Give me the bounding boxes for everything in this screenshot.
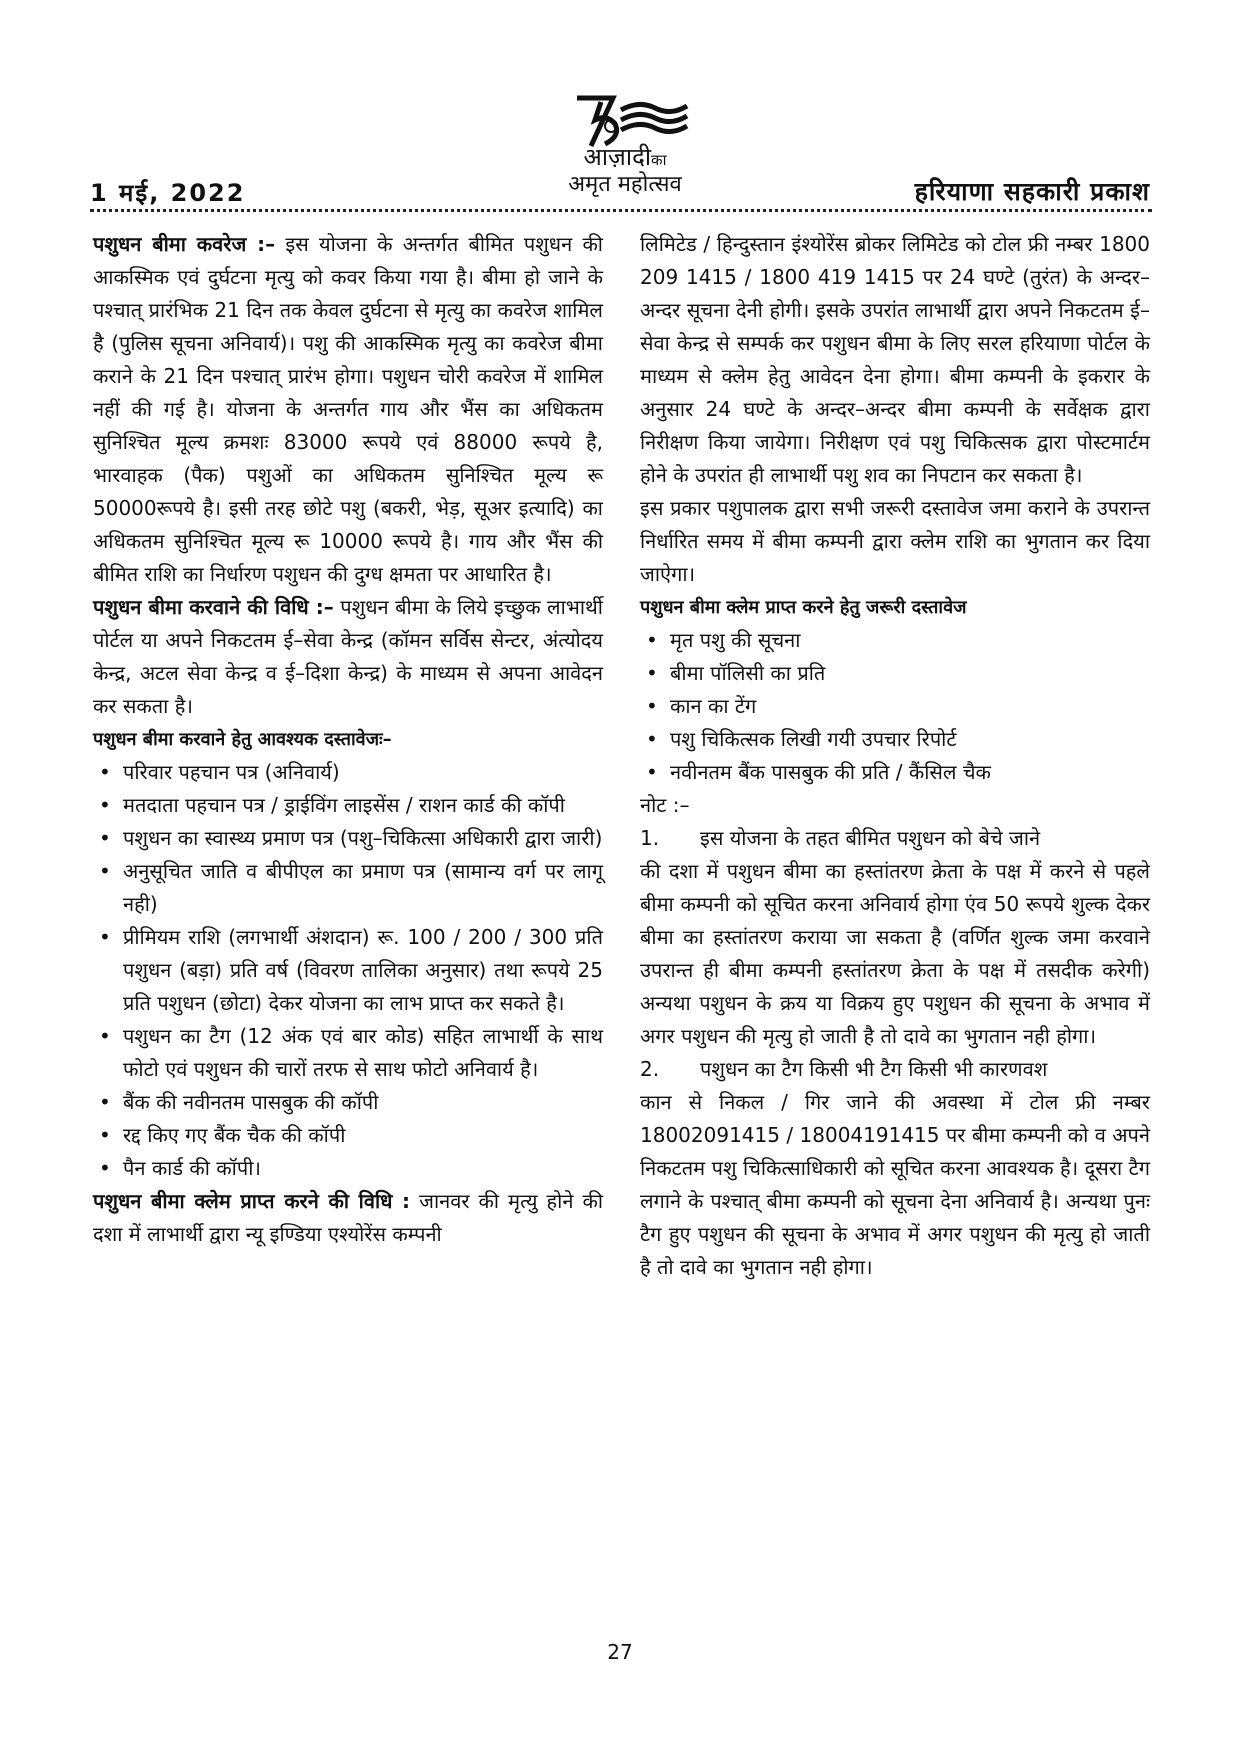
payment-paragraph: इस प्रकार पशुपालक द्वारा सभी जरूरी दस्तावेज जमा कराने के उपरान्त निर्धारित समय में बीमा कम्पनी द्वारा क्लेम राशि का भुगतान कर दिया जाऐगा। — [640, 496, 1150, 586]
list-item: • बीमा पॉलिसी का प्रति — [640, 657, 1150, 690]
list-item: • परिवार पहचान पत्र (अनिवार्य) — [93, 756, 603, 789]
claim-docs-heading: पशुधन बीमा क्लेम प्राप्त करने हेतु जरूरी दस्तावेज — [640, 597, 967, 618]
page-number: 27 — [607, 1640, 633, 1664]
list-item: • पशुधन का टैग (12 अंक एवं बार कोड) सहित लाभार्थी के साथ फोटो एवं पशुधन की चारों तरफ से साथ फोटो अनिवार्य है। — [93, 1020, 603, 1086]
note-2-text: कान से निकल / गिर जाने की अवस्था में टोल फ्री नम्बर 18002091415 / 18004191415 पर बीमा कम्पनी को व अपने निकटतम पशु चिकित्साधिकारी को सूचित करना आवश्यक है। दूसरा टैग लगाने के पश्चात् बीमा कम्पनी को सूचना देना अनिवार्य है। अन्यथा पुनः टैग हुए पशुधन की सूचना के अभाव में अगर पशुधन की मृत्यु हो जाती है तो दावे का भुगतान नही होगा। — [640, 1090, 1150, 1279]
claim-method-paragraph — [93, 1185, 603, 1251]
coverage-paragraph — [93, 228, 603, 591]
note-label: नोट :– — [640, 793, 690, 817]
75-flag-emblem-icon — [555, 92, 695, 150]
list-item: • कान का टेंग — [640, 690, 1150, 723]
right-column — [640, 228, 1150, 1284]
required-docs-list — [93, 756, 603, 1185]
note-1-number: 1. — [640, 826, 660, 850]
list-item: • पशु चिकित्सक लिखी गयी उपचार रिपोर्ट — [640, 723, 1150, 756]
list-item: • नवीनतम बैंक पासबुक की प्रति / कैंसिल चैक — [640, 756, 1150, 789]
header-divider — [90, 209, 1152, 212]
list-item: • मृत पशु की सूचना — [640, 624, 1150, 657]
list-item: • मतदाता पहचान पत्र / ड्राईविंग लाइसेंस / राशन कार्ड की कॉपी — [93, 789, 603, 822]
logo-text-azadi: आज़ादीका — [583, 143, 667, 171]
note-2 — [640, 1053, 1150, 1086]
method-text: पशुधन बीमा के लिये इच्छुक लाभार्थी पोर्टल या अपने निकटतम ई–सेवा केन्द्र (कॉमन सर्विस सेन्टर, अंत्योदय केन्द्र, अटल सेवा केन्द्र व ई–दिशा केन्द्र) के माध्यम से अपना आवेदन कर सकता है। — [93, 595, 603, 718]
claim-method-heading: पशुधन बीमा क्लेम प्राप्त करने की विधि : — [93, 1189, 411, 1213]
list-item: • रद्द किए गए बैंक चैक की कॉपी — [93, 1119, 603, 1152]
publication-title: हरियाणा सहकारी प्रकाश — [914, 177, 1150, 206]
note-2-first-line: पशुधन का टैग किसी भी टैग किसी भी कारणवश — [700, 1057, 1048, 1081]
note-1 — [640, 822, 1150, 855]
method-paragraph — [93, 591, 603, 723]
method-heading: पशुधन बीमा करवाने की विधि :– — [93, 595, 334, 619]
list-item: • अनुसूचित जाति व बीपीएल का प्रमाण पत्र (सामान्य वर्ग पर लागू नही) — [93, 855, 603, 921]
coverage-text: इस योजना के अन्तर्गत बीमित पशुधन की आकस्मिक एवं दुर्घटना मृत्यु को कवर किया गया है। बीमा हो जाने के पश्चात् प्रारंभिक 21 दिन तक केवल दुर्घटना से मृत्यु का कवरेज शामिल है (पुलिस सूचना अनिवार्य)। पशु की आकस्मिक मृत्यु का कवरेज बीमा कराने के 21 दिन पश्चात् प्रारंभ होगा। पशुधन चोरी कवरेज में शामिल नहीं की गई है। योजना के अन्तर्गत गाय और भैंस का अधिकतम सुनिश्चित मूल्य क्रमशः 83000 रूपये एवं 88000 रूपये है, भारवाहक (पैक) पशुओं का अधिकतम सुनिश्चित मूल्य रू 50000रूपये है। इसी तरह छोटे पशु (बकरी, भेड़, सूअर इत्यादि) का अधिकतम सुनिश्चित मूल्य रू 10000 रूपये है। गाय और भैंस की बीमित राशि का निर्धारण पशुधन की दुग्ध क्षमता पर आधारित है। — [93, 232, 603, 586]
list-item: • बैंक की नवीनतम पासबुक की कॉपी — [93, 1086, 603, 1119]
note-1-text: की दशा में पशुधन बीमा का हस्तांतरण क्रेता के पक्ष में करने से पहले बीमा कम्पनी को सूचित करना अनिवार्य होगा एंव 50 रूपये शुल्क देकर बीमा का हस्तांतरण कराया जा सकता है (वर्णित शुल्क जमा करवाने उपरान्त ही बीमा कम्पनी हस्तांतरण क्रेता के पक्ष में तसदीक करेगी) अन्यथा पशुधन के क्रय या विक्रय हुए पशुधन की सूचना के अभाव में अगर पशुधन की मृत्यु हो जाती है तो दावे का भुगतान नही होगा। — [640, 859, 1150, 1048]
issue-date: 1 मई, 2022 — [90, 179, 246, 207]
claim-docs-list — [640, 624, 1150, 789]
coverage-heading: पशुधन बीमा कवरेज :– — [93, 232, 276, 256]
note-1-first-line: इस योजना के तहत बीमित पशुधन को बेचे जाने — [700, 826, 1041, 850]
claim-method-text: जानवर की मृत्यु होने की दशा में लाभार्थी द्वारा न्यू इण्डिया एश्योरेंस कम्पनी — [93, 1189, 603, 1246]
required-docs-heading: पशुधन बीमा करवाने हेतु आवश्यक दस्तावेजः– — [93, 729, 392, 750]
left-column — [93, 228, 603, 1251]
list-item: • पशुधन का स्वास्थ्य प्रमाण पत्र (पशु–चिकित्सा अधिकारी द्वारा जारी) — [93, 822, 603, 855]
list-item: • पैन कार्ड की कॉपी। — [93, 1152, 603, 1185]
azadi-ka-amrit-mahotsav-logo — [530, 92, 720, 202]
claim-continuation-paragraph: लिमिटेड / हिन्दुस्तान इंश्योरेंस ब्रोकर लिमिटेड को टोल फ्री नम्बर 1800 209 1415 / 1800 419 1415 पर 24 घण्टे (तुरंत) के अन्दर–अन्दर सूचना देनी होगी। इसके उपरांत लाभार्थी द्वारा अपने निकटतम ई–सेवा केन्द्र से सम्पर्क कर पशुधन बीमा के लिए सरल हरियाणा पोर्टल के माध्यम से क्लेम हेतु आवेदन देना होगा। बीमा कम्पनी के इकरार के अनुसार 24 घण्टे के अन्दर–अन्दर बीमा कम्पनी के सर्वेक्षक द्वारा निरीक्षण किया जायेगा। निरीक्षण एवं पशु चिकित्सक द्वारा पोस्टमार्टम होने के उपरांत ही लाभार्थी पशु शव का निपटान कर सकता है। — [640, 232, 1150, 487]
list-item: • प्रीमियम राशि (लगभार्थी अंशदान) रू. 100 / 200 / 300 प्रति पशुधन (बड़ा) प्रति वर्ष (विवरण तालिका अनुसार) तथा रूपये 25 प्रति पशुधन (छोटा) देकर योजना का लाभ प्राप्त कर सकते है। — [93, 921, 603, 1020]
logo-text-amrit-mahotsav: अमृत महोत्सव — [568, 172, 682, 197]
note-2-number: 2. — [640, 1057, 660, 1081]
